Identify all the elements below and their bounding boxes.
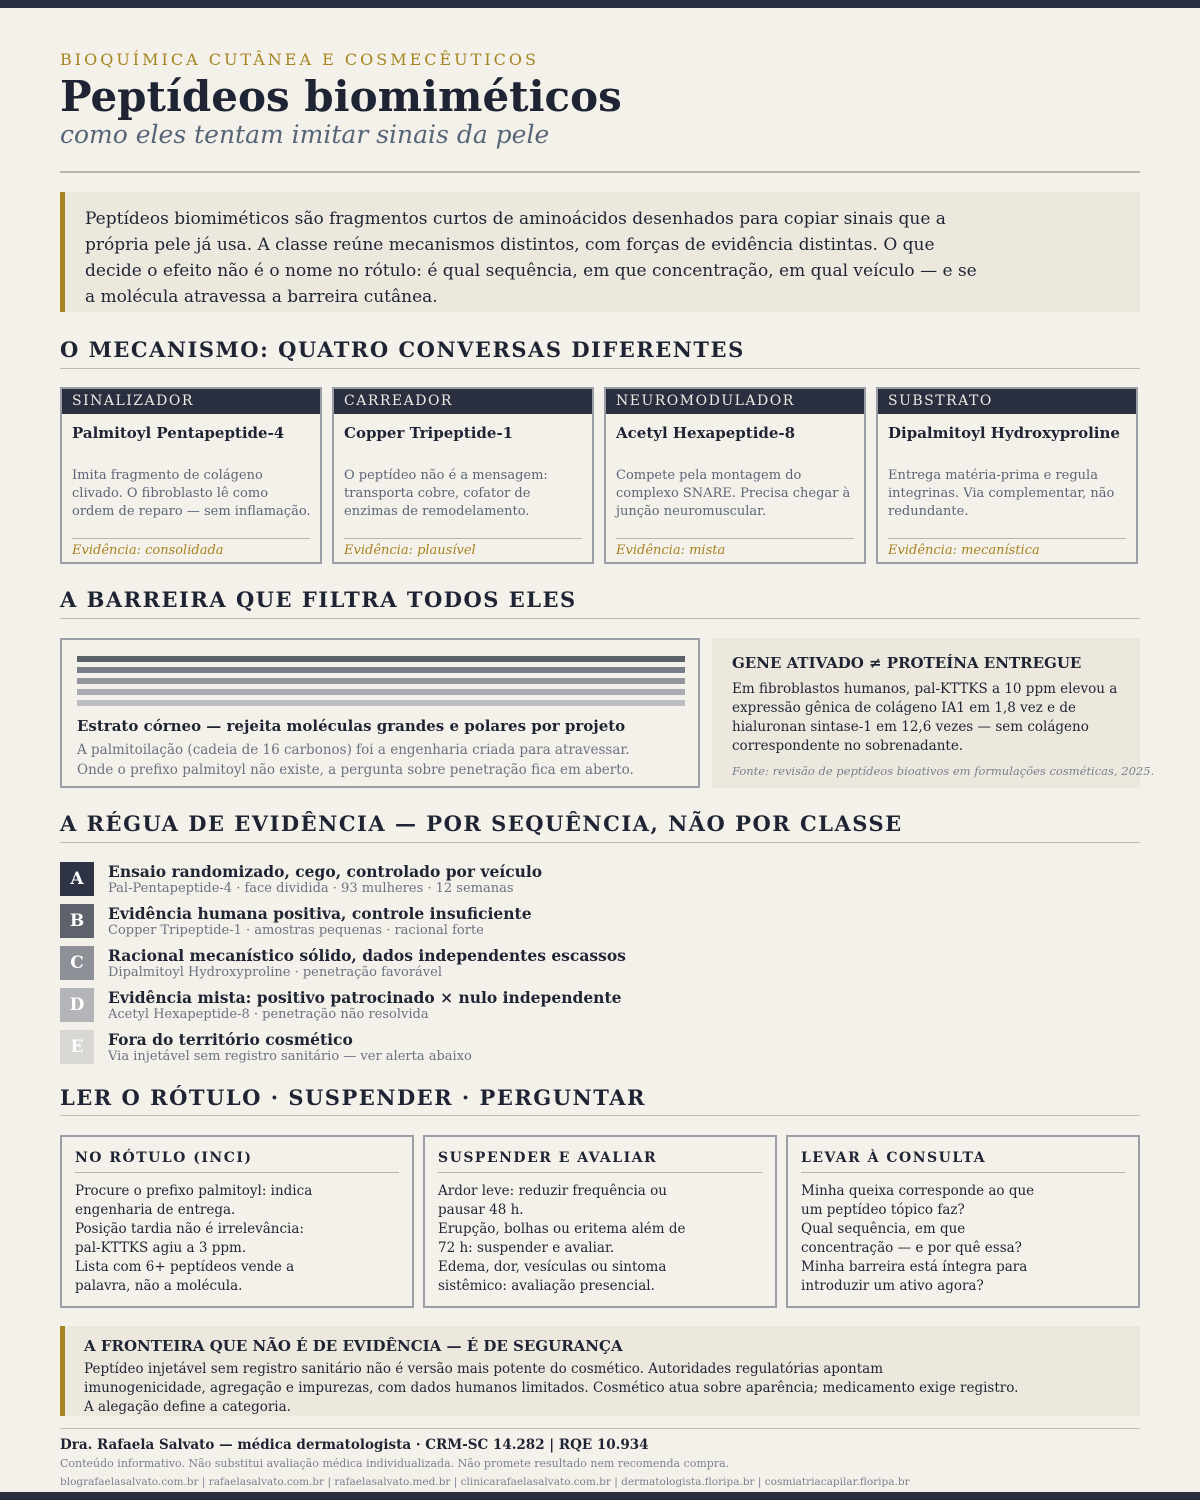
card-type-label: SINALIZADOR (62, 389, 320, 414)
safety-alert-text (84, 1360, 1114, 1417)
action-box-divider (75, 1172, 399, 1173)
safety-alert-title: A FRONTEIRA QUE NÃO É DE EVIDÊNCIA — É DE SEGURANÇA (84, 1337, 623, 1355)
disclaimer: Conteúdo informativo. Não substitui avaliação médica individualizada. Não promete resultado nem recomenda compra. (60, 1457, 730, 1470)
card-description: Entrega matéria-prima e regula integrinas. Via complementar, não redundante. (888, 468, 1115, 519)
action-line: Ardor leve: reduzir frequência ou (438, 1183, 667, 1199)
barrier-description: A palmitoilação (cadeia de 16 carbonos) foi a engenharia criada para atravessar. Onde o prefixo palmitoyl não existe, a pergunta sobre penetração fica em aberto. (77, 742, 634, 778)
action-line: pausar 48 h. (438, 1202, 524, 1218)
safety-alert (60, 1326, 1140, 1416)
card-description: Compete pela montagem do complexo SNARE. Precisa chegar à junção neuromuscular. (616, 468, 851, 519)
card-peptide-name: Copper Tripeptide-1 (344, 424, 514, 442)
card-evidence: Evidência: consolidada (72, 543, 224, 558)
evidence-level (60, 1030, 1140, 1066)
action-line: 72 h: suspender e avaliar. (438, 1240, 615, 1256)
evidence-level-example: Dipalmitoyl Hydroxyproline · penetração favorável (108, 965, 442, 980)
evidence-level (60, 904, 1140, 940)
action-box-title: SUSPENDER E AVALIAR (438, 1150, 658, 1166)
grade-badge: E (60, 1030, 94, 1064)
evidence-divider (60, 842, 1140, 843)
card-divider (616, 538, 854, 539)
action-line: Minha barreira está íntegra para (801, 1259, 1028, 1275)
alert-line: A alegação define a categoria. (84, 1399, 291, 1415)
evidence-level-title: Evidência mista: positivo patrocinado × nulo independente (108, 988, 622, 1007)
grade-badge: C (60, 946, 94, 980)
action-box (786, 1135, 1140, 1308)
action-line: sistêmico: avaliação presencial. (438, 1278, 655, 1294)
evidence-level-title: Racional mecanístico sólido, dados independentes escassos (108, 946, 626, 965)
barrier-heading: A BARREIRA QUE FILTRA TODOS ELES (60, 587, 577, 612)
page-title: Peptídeos biomiméticos (60, 72, 622, 121)
evidence-level-example: Via injetável sem registro sanitário — ver alerta abaixo (108, 1049, 472, 1064)
mechanism-card (332, 387, 594, 564)
action-box-text (75, 1182, 395, 1296)
action-box-title: NO RÓTULO (INCI) (75, 1150, 253, 1166)
card-evidence: Evidência: mista (616, 543, 726, 558)
alert-line: Peptídeo injetável sem registro sanitário não é versão mais potente do cosmético. Autoridades regulatórias apontam (84, 1361, 884, 1377)
action-line: introduzir um ativo agora? (801, 1278, 984, 1294)
action-box-text (801, 1182, 1121, 1296)
top-bar (0, 0, 1200, 8)
stratum-layer (77, 656, 685, 662)
barrier-panel (60, 638, 700, 788)
mechanism-card (604, 387, 866, 564)
action-box-divider (438, 1172, 762, 1173)
intro-callout: Peptídeos biomiméticos são fragmentos curtos de aminoácidos desenhados para copiar sinais que a própria pele já usa. A classe reúne mecanismos distintos, com forças de evidência distintas. O que decide o efeito não é o nome no rótulo: é qual sequência, em que concentração, em qual veículo — e se a molécula atravessa a barreira cutânea. (60, 192, 1140, 312)
evidence-level-title: Fora do território cosmético (108, 1030, 353, 1049)
header-divider (60, 171, 1140, 173)
evidence-level (60, 988, 1140, 1024)
action-line: Qual sequência, em que (801, 1221, 966, 1237)
gene-callout (712, 638, 1155, 788)
stratum-layer (77, 689, 685, 695)
gene-callout-source: Fonte: revisão de peptídeos bioativos em formulações cosméticas, 2025. (732, 764, 1155, 778)
grade-badge: D (60, 988, 94, 1022)
card-evidence: Evidência: mecanística (888, 543, 1040, 558)
card-description: O peptídeo não é a mensagem: transporta cobre, cofator de enzimas de remodelamento. (344, 468, 548, 519)
action-line: um peptídeo tópico faz? (801, 1202, 965, 1218)
footer-divider (60, 1428, 1140, 1429)
action-box-divider (801, 1172, 1125, 1173)
action-line: Lista com 6+ peptídeos vende a (75, 1259, 295, 1275)
evidence-level-title: Ensaio randomizado, cego, controlado por veículo (108, 862, 543, 881)
bottom-bar (0, 1492, 1200, 1500)
author-signature: Dra. Rafaela Salvato — médica dermatologista · CRM-SC 14.282 | RQE 10.934 (60, 1437, 649, 1453)
evidence-level-title: Evidência humana positiva, controle insuficiente (108, 904, 532, 923)
evidence-level-example: Copper Tripeptide-1 · amostras pequenas · racional forte (108, 923, 484, 938)
page-subtitle: como eles tentam imitar sinais da pele (60, 120, 550, 149)
barrier-divider (60, 618, 1140, 619)
card-divider (888, 538, 1126, 539)
stratum-layer (77, 700, 685, 706)
action-box (60, 1135, 414, 1308)
evidence-level-example: Acetyl Hexapeptide-8 · penetração não resolvida (108, 1007, 429, 1022)
stratum-layer (77, 678, 685, 684)
action-box-title: LEVAR À CONSULTA (801, 1150, 987, 1166)
mechanism-card (876, 387, 1138, 564)
action-box-text (438, 1182, 758, 1296)
action-line: palavra, não a molécula. (75, 1278, 243, 1294)
card-type-label: SUBSTRATO (878, 389, 1136, 414)
mechanism-heading: O MECANISMO: QUATRO CONVERSAS DIFERENTES (60, 337, 745, 362)
eyebrow: BIOQUÍMICA CUTÂNEA E COSMECÊUTICOS (60, 50, 539, 69)
card-peptide-name: Palmitoyl Pentapeptide-4 (72, 424, 285, 442)
evidence-heading: A RÉGUA DE EVIDÊNCIA — POR SEQUÊNCIA, NÃO POR CLASSE (60, 811, 903, 836)
action-line: concentração — e por quê essa? (801, 1240, 1022, 1256)
stratum-layer (77, 667, 685, 673)
action-line: Minha queixa corresponde ao que (801, 1183, 1035, 1199)
barrier-title: Estrato córneo — rejeita moléculas grandes e polares por projeto (77, 717, 626, 735)
card-divider (72, 538, 310, 539)
card-type-label: NEUROMODULADOR (606, 389, 864, 414)
action-line: Posição tardia não é irrelevância: (75, 1221, 304, 1237)
alert-line: imunogenicidade, agregação e impurezas, com dados humanos limitados. Cosmético atua sobre aparência; medicamento exige registro. (84, 1380, 1019, 1396)
evidence-level (60, 862, 1140, 898)
action-line: Erupção, bolhas ou eritema além de (438, 1221, 686, 1237)
action-line: pal-KTTKS agiu a 3 ppm. (75, 1240, 247, 1256)
grade-badge: A (60, 862, 94, 896)
card-type-label: CARREADOR (334, 389, 592, 414)
card-peptide-name: Dipalmitoyl Hydroxyproline (888, 424, 1120, 442)
mechanism-card (60, 387, 322, 564)
site-links[interactable]: blografaelasalvato.com.br | rafaelasalvato.com.br | rafaelasalvato.med.br | clinicarafaelasalvato.com.br | dermatologista.floripa.br | cosmiatriacapilar.floripa.br (60, 1476, 910, 1488)
action-line: Procure o prefixo palmitoyl: indica (75, 1183, 313, 1199)
action-line: Edema, dor, vesículas ou sintoma (438, 1259, 667, 1275)
card-divider (344, 538, 582, 539)
card-evidence: Evidência: plausível (344, 543, 476, 558)
gene-callout-title: GENE ATIVADO ≠ PROTEÍNA ENTREGUE (732, 654, 1082, 672)
action-line: engenharia de entrega. (75, 1202, 236, 1218)
actions-heading: LER O RÓTULO · SUSPENDER · PERGUNTAR (60, 1085, 646, 1110)
card-description: Imita fragmento de colágeno clivado. O fibroblasto lê como ordem de reparo — sem inflamação. (72, 468, 311, 519)
evidence-level (60, 946, 1140, 982)
actions-divider (60, 1115, 1140, 1116)
card-peptide-name: Acetyl Hexapeptide-8 (616, 424, 796, 442)
gene-callout-text: Em fibroblastos humanos, pal-KTTKS a 10 ppm elevou a expressão gênica de colágeno IA1 em 1,8 vez e de hialuronan sintase-1 em 12,6 vezes — sem colágeno correspondente no sobrenadante. (732, 681, 1118, 754)
evidence-level-example: Pal-Pentapeptide-4 · face dividida · 93 mulheres · 12 semanas (108, 881, 514, 896)
mechanism-divider (60, 368, 1140, 369)
grade-badge: B (60, 904, 94, 938)
action-box (423, 1135, 777, 1308)
